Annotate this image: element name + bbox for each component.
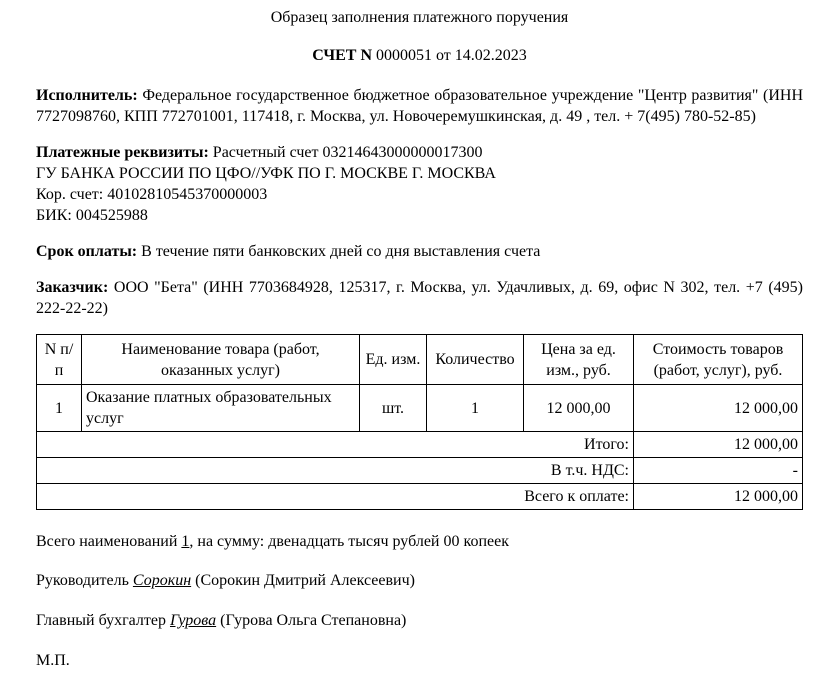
summary-suffix: , на сумму: двенадцать тысяч рублей 00 копеек bbox=[189, 533, 509, 550]
invoice-number-heading bbox=[36, 45, 803, 66]
totals-row-vat bbox=[37, 458, 803, 484]
director-label: Руководитель bbox=[36, 572, 129, 589]
executor-label: Исполнитель: bbox=[36, 87, 138, 104]
totals-row-grand-total bbox=[37, 484, 803, 510]
payment-term-label: Срок оплаты: bbox=[36, 243, 138, 260]
grand-total-value: 12 000,00 bbox=[634, 484, 803, 510]
totals-row-subtotal bbox=[37, 432, 803, 458]
invoice-heading-bold: СЧЕТ N bbox=[312, 47, 372, 64]
summary-prefix: Всего наименований bbox=[36, 533, 178, 550]
vat-label: В т.ч. НДС: bbox=[37, 458, 634, 484]
customer-label: Заказчик: bbox=[36, 279, 109, 296]
customer-text: ООО "Бета" (ИНН 7703684928, 125317, г. Москва, ул. Удачливых, д. 69, офис N 302, тел. +7 (495) 222-22-22) bbox=[36, 279, 804, 317]
subtotal-value: 12 000,00 bbox=[634, 432, 803, 458]
table-row bbox=[37, 385, 803, 432]
payment-details-label: Платежные реквизиты: bbox=[36, 144, 209, 161]
accountant-signature-line bbox=[36, 610, 803, 631]
bik-line: БИК: 004525988 bbox=[36, 207, 148, 224]
table-header-row bbox=[37, 335, 803, 385]
bank-name-line: ГУ БАНКА РОССИИ ПО ЦФО//УФК ПО Г. МОСКВЕ Г. МОСКВА bbox=[36, 165, 496, 182]
payment-term-paragraph bbox=[36, 241, 803, 262]
cell-quantity: 1 bbox=[427, 385, 524, 432]
header-row-number: N п/п bbox=[37, 335, 82, 385]
settlement-account-line: Расчетный счет 03214643000000017300 bbox=[212, 144, 483, 161]
invoice-heading-rest: 0000051 от 14.02.2023 bbox=[376, 47, 527, 64]
cell-item-name: Оказание платных образовательных услуг bbox=[82, 385, 360, 432]
corr-account-line: Кор. счет: 40102810545370000003 bbox=[36, 186, 268, 203]
subtotal-label: Итого: bbox=[37, 432, 634, 458]
header-unit-price: Цена за ед. изм., руб. bbox=[524, 335, 634, 385]
summary-count: 1 bbox=[181, 533, 190, 550]
items-summary-line bbox=[36, 531, 803, 552]
accountant-label: Главный бухгалтер bbox=[36, 612, 166, 629]
cell-row-number: 1 bbox=[37, 385, 82, 432]
director-full-name: (Сорокин Дмитрий Алексеевич) bbox=[195, 572, 415, 589]
executor-paragraph bbox=[36, 85, 803, 127]
cell-amount: 12 000,00 bbox=[634, 385, 803, 432]
executor-text: Федеральное государственное бюджетное образовательное учреждение "Центр развития" (ИНН 7727098760, КПП 772701001, 117418, г. Москва, ул. Новочеремушкинская, д. 49 , тел. + 7(495) 780-52-85) bbox=[36, 87, 803, 125]
cell-unit-price: 12 000,00 bbox=[524, 385, 634, 432]
stamp-placeholder: М.П. bbox=[36, 652, 70, 669]
header-item-name: Наименование товара (работ, оказанных услуг) bbox=[82, 335, 360, 385]
payment-details-paragraph bbox=[36, 142, 803, 226]
header-quantity: Количество bbox=[427, 335, 524, 385]
invoice-items-table bbox=[36, 334, 803, 510]
director-signature: Сорокин bbox=[132, 572, 192, 589]
vat-value: - bbox=[634, 458, 803, 484]
header-amount: Стоимость товаров (работ, услуг), руб. bbox=[634, 335, 803, 385]
payment-term-text: В течение пяти банковских дней со дня выставления счета bbox=[141, 243, 541, 260]
director-signature-line bbox=[36, 570, 803, 591]
page-title: Образец заполнения платежного поручения bbox=[270, 9, 569, 26]
header-unit: Ед. изм. bbox=[360, 335, 427, 385]
cell-unit: шт. bbox=[360, 385, 427, 432]
grand-total-label: Всего к оплате: bbox=[37, 484, 634, 510]
accountant-full-name: (Гурова Ольга Степановна) bbox=[220, 612, 407, 629]
accountant-signature: Гурова bbox=[169, 612, 217, 629]
customer-paragraph bbox=[36, 277, 803, 319]
